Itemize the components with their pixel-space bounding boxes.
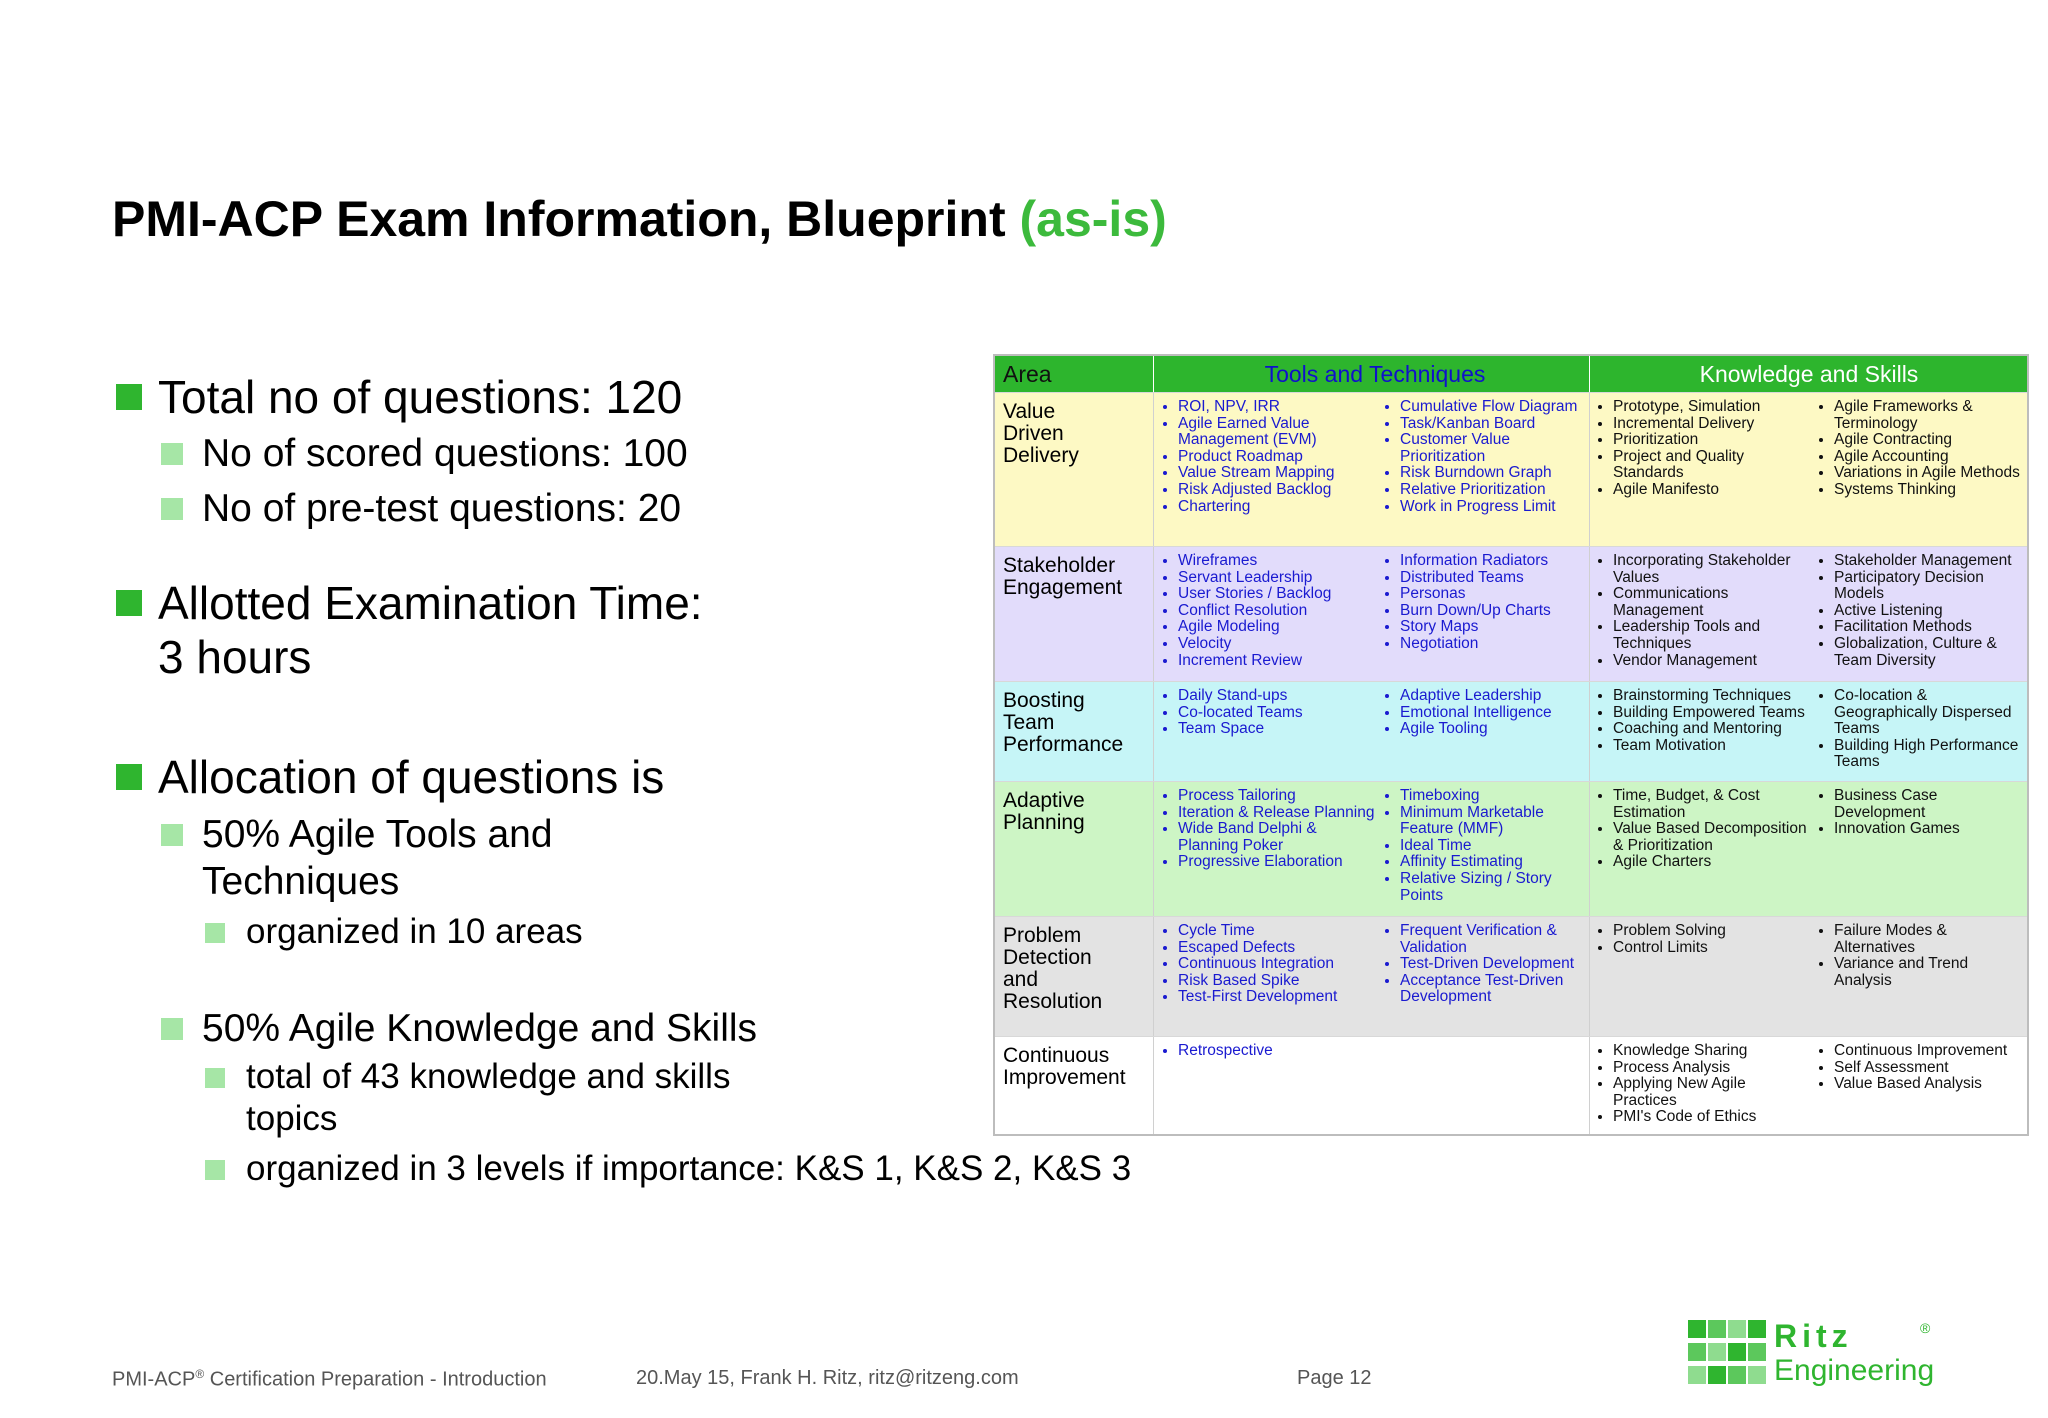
- list-item: • Globalization, Culture & Team Diversity: [1834, 636, 2026, 669]
- list-item: • Incorporating Stakeholder Values: [1613, 553, 1810, 586]
- bullet-pretest-questions: No of pre-test questions: 20: [112, 485, 992, 532]
- list-item: • Agile Earned Value Management (EVM): [1178, 416, 1375, 449]
- list-item: • Iteration & Release Planning: [1178, 805, 1375, 822]
- list-item: • Co-location & Geographically Dispersed Teams: [1834, 688, 2026, 738]
- list-item: • Continuous Improvement: [1834, 1043, 2026, 1060]
- column-divider: [1153, 547, 1154, 682]
- list-item: • Building Empowered Teams: [1613, 705, 1810, 722]
- table-area-label: Boosting Team Performance: [1003, 689, 1124, 756]
- title-accent: (as-is): [1019, 191, 1167, 247]
- list-item: • PMI's Code of Ethics: [1613, 1109, 1810, 1126]
- bullet-total-questions: Total no of questions: 120: [112, 370, 992, 424]
- list-item: • Relative Prioritization: [1400, 482, 1587, 499]
- table-row: [995, 681, 2027, 782]
- list-item: • Wide Band Delphi & Planning Poker: [1178, 821, 1375, 854]
- list-item: • Continuous Integration: [1178, 956, 1375, 973]
- slide-title: [112, 190, 1167, 248]
- list-item: • Applying New Agile Practices: [1613, 1076, 1810, 1109]
- list-item: • Story Maps: [1400, 619, 1587, 636]
- list-item: • Risk Burndown Graph: [1400, 465, 1587, 482]
- tools-column: [1382, 788, 1587, 904]
- tools-column: [1160, 553, 1375, 669]
- list-item: • Agile Frameworks & Terminology: [1834, 399, 2026, 432]
- list-item: • Incremental Delivery: [1613, 416, 1810, 433]
- column-divider: [1589, 782, 1590, 917]
- table-row: [995, 392, 2027, 547]
- list-item: • Communications Management: [1613, 586, 1810, 619]
- table-area-label: Value Driven Delivery: [1003, 400, 1079, 467]
- tools-column: [1382, 688, 1587, 738]
- header-tools: Tools and Techniques: [1264, 361, 1486, 387]
- ks-column: [1816, 399, 2026, 499]
- list-item: • Problem Solving: [1613, 923, 1810, 940]
- list-item: • Business Case Development: [1834, 788, 2026, 821]
- list-item: • Time, Budget, & Cost Estimation: [1613, 788, 1810, 821]
- list-item: • Daily Stand-ups: [1178, 688, 1375, 705]
- logo-grid-cell: [1748, 1366, 1766, 1384]
- bullet-square-icon: [116, 764, 142, 790]
- column-divider: [1589, 393, 1590, 547]
- column-divider: [1153, 1037, 1154, 1136]
- list-item: • Active Listening: [1834, 603, 2026, 620]
- header-area: Area: [1003, 361, 1052, 387]
- logo-grid-cell: [1728, 1343, 1746, 1361]
- list-item: • Variance and Trend Analysis: [1834, 956, 2026, 989]
- ritz-engineering-logo: [1688, 1320, 1948, 1396]
- footer-page-number: Page 12: [1297, 1367, 1372, 1389]
- list-item: • Escaped Defects: [1178, 940, 1375, 957]
- list-item: • Process Analysis: [1613, 1060, 1810, 1077]
- list-item: • Stakeholder Management: [1834, 553, 2026, 570]
- list-item: • Risk Adjusted Backlog: [1178, 482, 1375, 499]
- list-item: • Project and Quality Standards: [1613, 449, 1810, 482]
- list-item: • Servant Leadership: [1178, 570, 1375, 587]
- list-item: • User Stories / Backlog: [1178, 586, 1375, 603]
- list-item: • Information Radiators: [1400, 553, 1587, 570]
- list-item: • Customer Value Prioritization: [1400, 432, 1587, 465]
- list-item: • Chartering: [1178, 499, 1375, 516]
- table-row: [995, 546, 2027, 682]
- logo-text-engineering: Engineering: [1774, 1354, 1935, 1387]
- list-item: • Participatory Decision Models: [1834, 570, 2026, 603]
- list-item: • Value Based Analysis: [1834, 1076, 2026, 1093]
- list-item: • Timeboxing: [1400, 788, 1587, 805]
- header-knowledge-skills: Knowledge and Skills: [1699, 361, 1919, 387]
- ks-column: [1816, 688, 2026, 771]
- list-item: • Wireframes: [1178, 553, 1375, 570]
- tools-column: [1382, 399, 1587, 515]
- list-item: • Failure Modes & Alternatives: [1834, 923, 2026, 956]
- list-item: • Test-Driven Development: [1400, 956, 1587, 973]
- list-item: • Velocity: [1178, 636, 1375, 653]
- list-item: • Agile Accounting: [1834, 449, 2026, 466]
- ks-column: [1816, 1043, 2026, 1093]
- column-divider: [1589, 682, 1590, 782]
- list-item: • Ideal Time: [1400, 838, 1587, 855]
- tools-column: [1382, 553, 1587, 653]
- tools-column: [1160, 788, 1375, 871]
- list-item: • Retrospective: [1178, 1043, 1375, 1060]
- logo-grid-cell: [1688, 1366, 1706, 1384]
- list-item: • Acceptance Test-Driven Development: [1400, 973, 1587, 1006]
- bullet-tools-areas: organized in 10 areas: [112, 911, 992, 953]
- list-item: • Frequent Verification & Validation: [1400, 923, 1587, 956]
- list-item: • Agile Manifesto: [1613, 482, 1810, 499]
- column-divider: [1153, 682, 1154, 782]
- list-item: • Vendor Management: [1613, 653, 1810, 670]
- list-item: • Prototype, Simulation: [1613, 399, 1810, 416]
- bullet-square-icon: [116, 384, 142, 410]
- bullet-square-icon: [205, 1160, 225, 1180]
- list-item: • Minimum Marketable Feature (MMF): [1400, 805, 1587, 838]
- list-item: • Agile Contracting: [1834, 432, 2026, 449]
- list-item: • Agile Modeling: [1178, 619, 1375, 636]
- bullet-ks-topics: total of 43 knowledge and skills topics: [112, 1056, 992, 1140]
- table-area-label: Problem Detection and Resolution: [1003, 924, 1103, 1013]
- bullet-square-icon: [205, 1068, 225, 1088]
- logo-text-ritz: Ritz: [1774, 1318, 1853, 1354]
- ks-column: [1595, 553, 1810, 669]
- list-item: • Knowledge Sharing: [1613, 1043, 1810, 1060]
- header-divider: [1589, 356, 1590, 392]
- list-item: • Personas: [1400, 586, 1587, 603]
- list-item: • Cumulative Flow Diagram: [1400, 399, 1587, 416]
- bullet-scored-questions: No of scored questions: 100: [112, 430, 992, 477]
- column-divider: [1589, 1037, 1590, 1136]
- table-row: [995, 781, 2027, 917]
- bullet-exam-time: Allotted Examination Time: 3 hours: [112, 576, 992, 684]
- table-row: [995, 1036, 2027, 1136]
- list-item: • Test-First Development: [1178, 989, 1375, 1006]
- footer-course: PMI-ACP® Certification Preparation - Introduction: [112, 1367, 547, 1391]
- logo-grid-icon: [1688, 1320, 1772, 1390]
- list-item: • Task/Kanban Board: [1400, 416, 1587, 433]
- tools-column: [1160, 1043, 1375, 1060]
- bullet-square-icon: [161, 443, 183, 465]
- table-area-label: Stakeholder Engagement: [1003, 554, 1123, 599]
- list-item: • Variations in Agile Methods: [1834, 465, 2026, 482]
- tools-column: [1382, 923, 1587, 1006]
- logo-grid-cell: [1688, 1343, 1706, 1361]
- list-item: • Negotiation: [1400, 636, 1587, 653]
- bullet-square-icon: [161, 498, 183, 520]
- list-item: • Value Based Decomposition & Prioritization: [1613, 821, 1810, 854]
- list-item: • Co-located Teams: [1178, 705, 1375, 722]
- header-divider: [1153, 356, 1154, 392]
- list-item: • Conflict Resolution: [1178, 603, 1375, 620]
- bullet-ks-allocation: 50% Agile Knowledge and Skills: [112, 1005, 992, 1052]
- column-divider: [1589, 547, 1590, 682]
- list-item: • Product Roadmap: [1178, 449, 1375, 466]
- list-item: • Distributed Teams: [1400, 570, 1587, 587]
- table-header: [995, 356, 2027, 392]
- list-item: • Brainstorming Techniques: [1613, 688, 1810, 705]
- list-item: • Progressive Elaboration: [1178, 854, 1375, 871]
- logo-grid-cell: [1708, 1343, 1726, 1361]
- logo-grid-cell: [1728, 1320, 1746, 1338]
- logo-grid-cell: [1688, 1320, 1706, 1338]
- table-area-label: Adaptive Planning: [1003, 789, 1085, 834]
- list-item: • Self Assessment: [1834, 1060, 2026, 1077]
- list-item: • Risk Based Spike: [1178, 973, 1375, 990]
- list-item: • Relative Sizing / Story Points: [1400, 871, 1587, 904]
- list-item: • ROI, NPV, IRR: [1178, 399, 1375, 416]
- list-item: • Process Tailoring: [1178, 788, 1375, 805]
- bullet-square-icon: [161, 1018, 183, 1040]
- blueprint-table: [993, 354, 2029, 1136]
- bullet-square-icon: [116, 590, 142, 616]
- bullet-square-icon: [205, 923, 225, 943]
- ks-column: [1816, 553, 2026, 669]
- column-divider: [1589, 917, 1590, 1037]
- list-item: • Systems Thinking: [1834, 482, 2026, 499]
- logo-grid-cell: [1728, 1366, 1746, 1384]
- column-divider: [1153, 393, 1154, 547]
- bullet-ks-levels: organized in 3 levels if importance: K&S 1, K&S 2, K&S 3: [112, 1148, 992, 1190]
- list-item: • Coaching and Mentoring: [1613, 721, 1810, 738]
- table-area-label: Continuous Improvement: [1003, 1044, 1126, 1089]
- list-item: • Emotional Intelligence: [1400, 705, 1587, 722]
- list-item: • Innovation Games: [1834, 821, 2026, 838]
- list-item: • Increment Review: [1178, 653, 1375, 670]
- logo-grid-cell: [1708, 1320, 1726, 1338]
- ks-column: [1595, 688, 1810, 754]
- bullet-square-icon: [161, 824, 183, 846]
- list-item: • Control Limits: [1613, 940, 1810, 957]
- list-item: • Building High Performance Teams: [1834, 738, 2026, 771]
- ks-column: [1816, 788, 2026, 838]
- table-row: [995, 916, 2027, 1037]
- tools-column: [1160, 923, 1375, 1006]
- logo-grid-cell: [1748, 1343, 1766, 1361]
- list-item: • Affinity Estimating: [1400, 854, 1587, 871]
- list-item: • Team Space: [1178, 721, 1375, 738]
- ks-column: [1595, 788, 1810, 871]
- list-item: • Leadership Tools and Techniques: [1613, 619, 1810, 652]
- list-item: • Cycle Time: [1178, 923, 1375, 940]
- list-item: • Adaptive Leadership: [1400, 688, 1587, 705]
- footer-date-author: 20.May 15, Frank H. Ritz, ritz@ritzeng.com: [636, 1367, 1019, 1389]
- ks-column: [1595, 923, 1810, 956]
- list-item: • Prioritization: [1613, 432, 1810, 449]
- tools-column: [1160, 688, 1375, 738]
- bullet-tools-allocation: 50% Agile Tools and Techniques: [112, 811, 992, 905]
- list-item: • Agile Tooling: [1400, 721, 1587, 738]
- logo-grid-cell: [1748, 1320, 1766, 1338]
- list-item: • Agile Charters: [1613, 854, 1810, 871]
- bullet-allocation: Allocation of questions is: [112, 750, 992, 804]
- list-item: • Value Stream Mapping: [1178, 465, 1375, 482]
- list-item: • Team Motivation: [1613, 738, 1810, 755]
- title-main: PMI-ACP Exam Information, Blueprint: [112, 191, 1006, 247]
- ks-column: [1816, 923, 2026, 989]
- logo-registered: ®: [1920, 1320, 1931, 1336]
- list-item: • Facilitation Methods: [1834, 619, 2026, 636]
- ks-column: [1595, 1043, 1810, 1126]
- column-divider: [1153, 782, 1154, 917]
- list-item: • Work in Progress Limit: [1400, 499, 1587, 516]
- column-divider: [1153, 917, 1154, 1037]
- ks-column: [1595, 399, 1810, 499]
- logo-grid-cell: [1708, 1366, 1726, 1384]
- tools-column: [1160, 399, 1375, 515]
- list-item: • Burn Down/Up Charts: [1400, 603, 1587, 620]
